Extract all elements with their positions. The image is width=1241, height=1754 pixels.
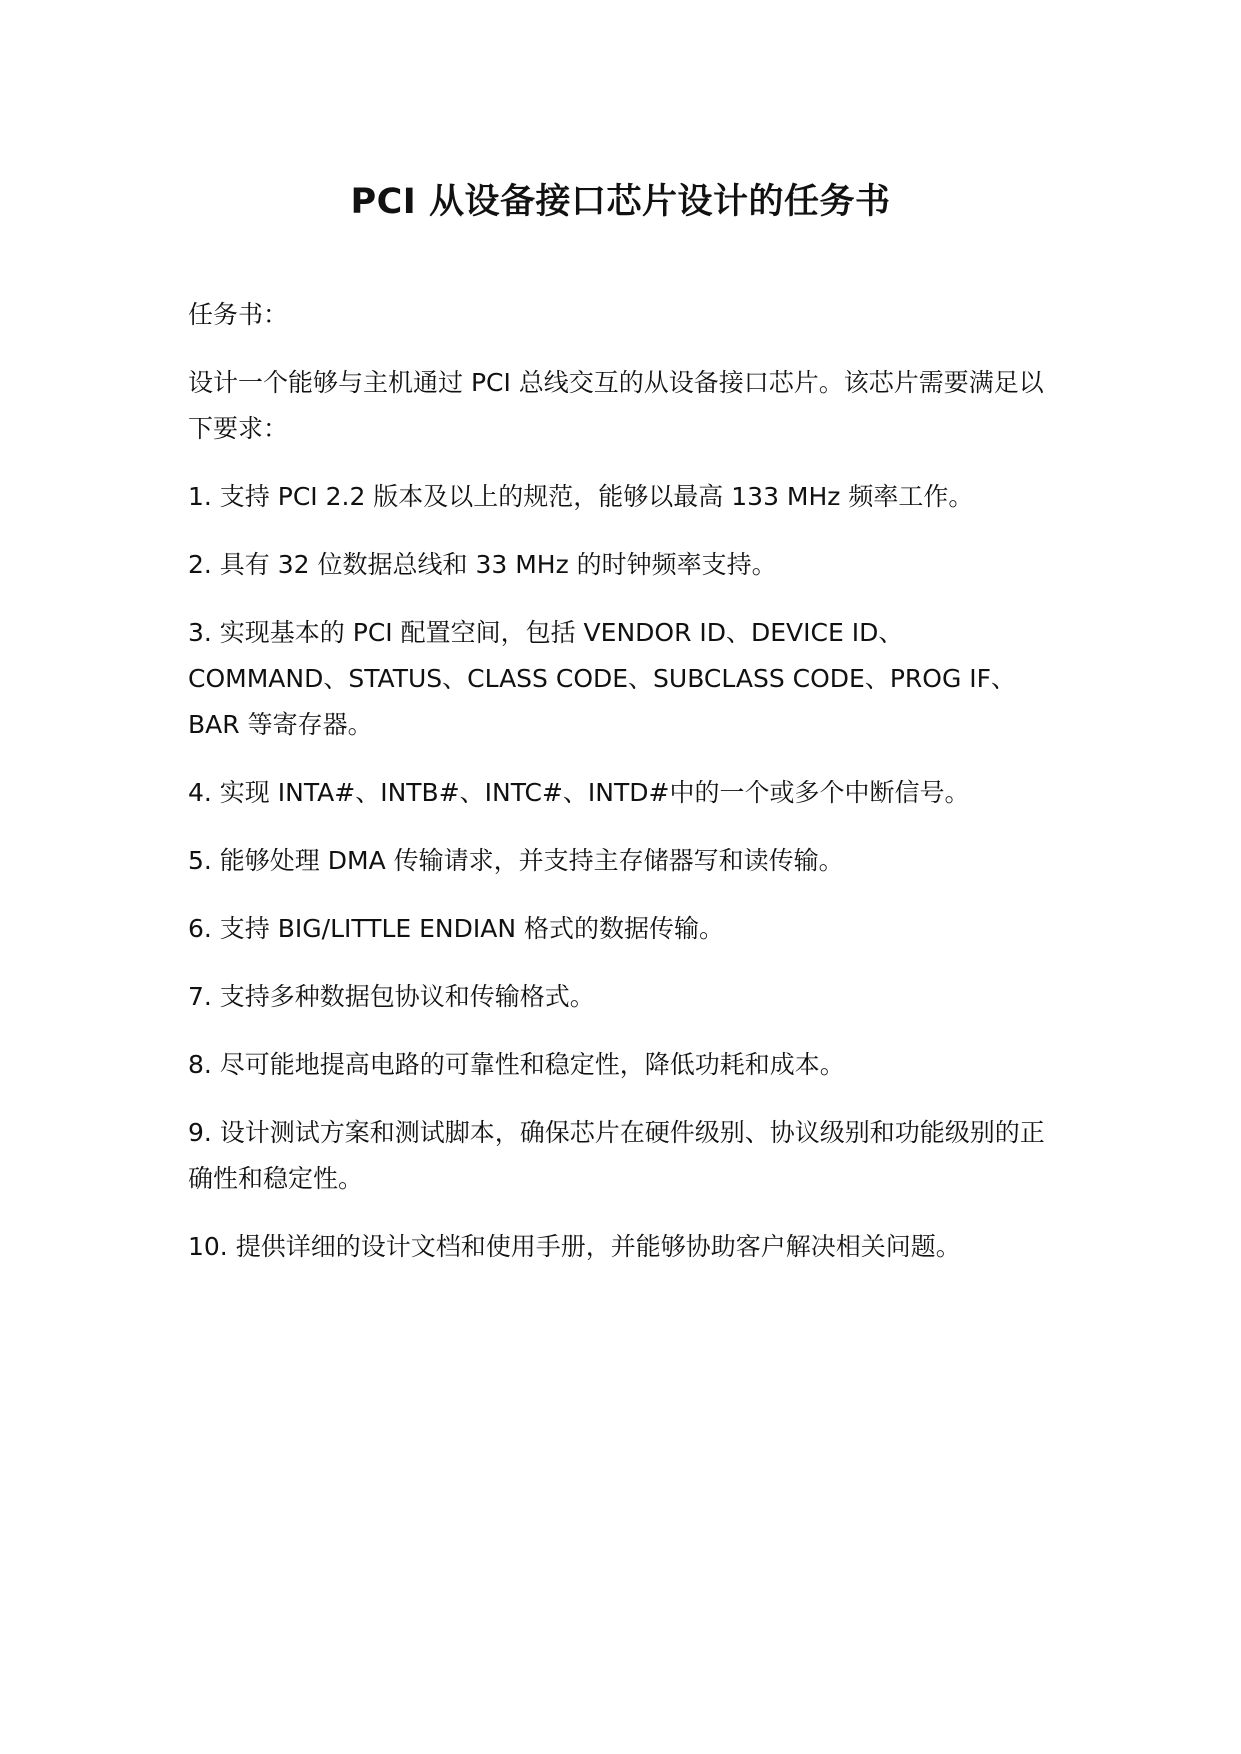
requirement-item: 4. 实现 INTA#、INTB#、INTC#、INTD#中的一个或多个中断信号。 [188,778,970,807]
document-title: PCI 从设备接口芯片设计的任务书 [350,182,891,222]
section-heading: 任务书： [188,300,289,329]
requirement-item: 7. 支持多种数据包协议和传输格式。 [188,982,595,1011]
requirement-item: 6. 支持 BIG/LITTLE ENDIAN 格式的数据传输。 [188,914,725,943]
requirement-item: 9. 设计测试方案和测试脚本，确保芯片在硬件级别、协议级别和功能级别的正确性和稳定性。 [188,1118,1045,1193]
requirement-item: 8. 尽可能地提高电路的可靠性和稳定性，降低功耗和成本。 [188,1050,845,1079]
requirement-item: 2. 具有 32 位数据总线和 33 MHz 的时钟频率支持。 [188,550,777,579]
requirement-item: 5. 能够处理 DMA 传输请求，并支持主存储器写和读传输。 [188,846,844,875]
requirement-item: 10. 提供详细的设计文档和使用手册，并能够协助客户解决相关问题。 [188,1232,961,1261]
document-body [188,292,1048,1292]
intro-paragraph: 设计一个能够与主机通过 PCI 总线交互的从设备接口芯片。该芯片需要满足以下要求： [188,368,1044,443]
requirement-item: 3. 实现基本的 PCI 配置空间，包括 VENDOR ID、DEVICE ID、COMMAND、STATUS、CLASS CODE、SUBCLASS CODE、PROG IF、BAR 等寄存器。 [188,618,1017,739]
requirement-item: 1. 支持 PCI 2.2 版本及以上的规范，能够以最高 133 MHz 频率工作。 [188,482,974,511]
